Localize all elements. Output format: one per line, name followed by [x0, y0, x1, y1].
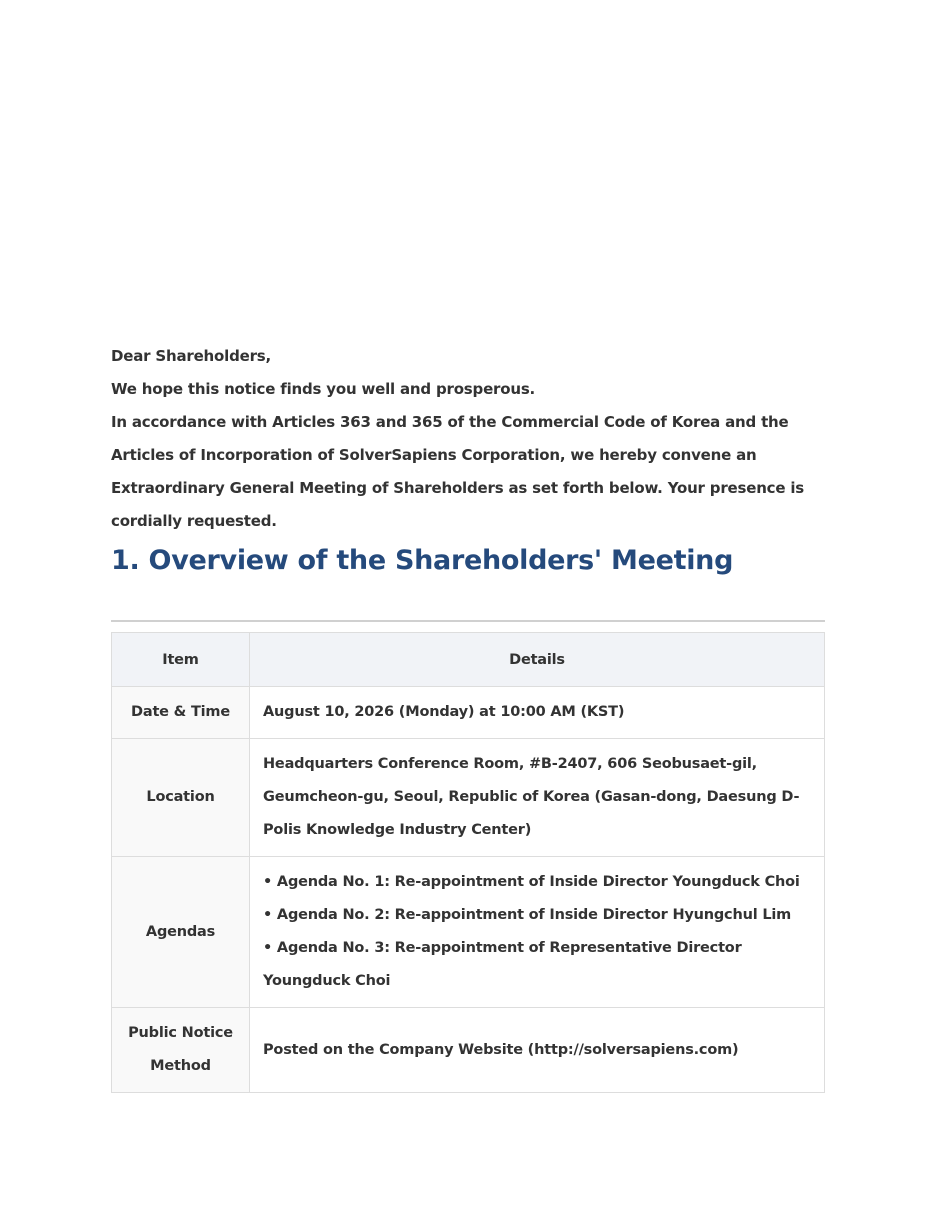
table-row-agendas — [112, 857, 825, 1008]
row-label-agendas: Agendas — [112, 857, 250, 1008]
table-row-location — [112, 739, 825, 857]
table-row-public-notice — [112, 1008, 825, 1093]
convening-text: In accordance with Articles 363 and 365 of the Commercial Code of Korea and the Articles of Incorporation of SolverSapiens Corporation, we hereby convene an Extraordinary General Meeting of Shareholders as set forth below. Your presence is cordially requested. — [111, 413, 805, 530]
section-divider — [111, 620, 825, 622]
agenda-item: • Agenda No. 2: Re-appointment of Inside Director Hyungchul Lim — [263, 907, 792, 923]
table-header-row — [112, 633, 825, 687]
row-value-location: Headquarters Conference Room, #B-2407, 606 Seobusaet-gil, Geumcheon-gu, Seoul, Republic of Korea (Gasan-dong, Daesung D-Polis Knowledge Industry Center) — [250, 739, 825, 857]
row-label-date-time: Date & Time — [112, 687, 250, 739]
row-label-location: Location — [112, 739, 250, 857]
header-item: Item — [112, 633, 250, 687]
agenda-item: • Agenda No. 3: Re-appointment of Representative Director Youngduck Choi — [263, 940, 742, 989]
section-title: 1. Overview of the Shareholders' Meeting — [111, 545, 734, 576]
meeting-overview-table — [111, 632, 825, 1093]
notice-page — [111, 340, 825, 1074]
header-details: Details — [250, 633, 825, 687]
agenda-item: • Agenda No. 1: Re-appointment of Inside Director Youngduck Choi — [263, 874, 800, 890]
row-label-public-notice: Public Notice Method — [112, 1008, 250, 1093]
table-row-date-time — [112, 687, 825, 739]
wish-text: We hope this notice finds you well and prosperous. — [111, 380, 536, 398]
letter-intro — [111, 340, 825, 538]
row-value-date-time: August 10, 2026 (Monday) at 10:00 AM (KST) — [250, 687, 825, 739]
greeting-text: Dear Shareholders, — [111, 347, 272, 365]
row-value-public-notice: Posted on the Company Website (http://solversapiens.com) — [250, 1008, 825, 1093]
row-value-agendas — [250, 857, 825, 1008]
